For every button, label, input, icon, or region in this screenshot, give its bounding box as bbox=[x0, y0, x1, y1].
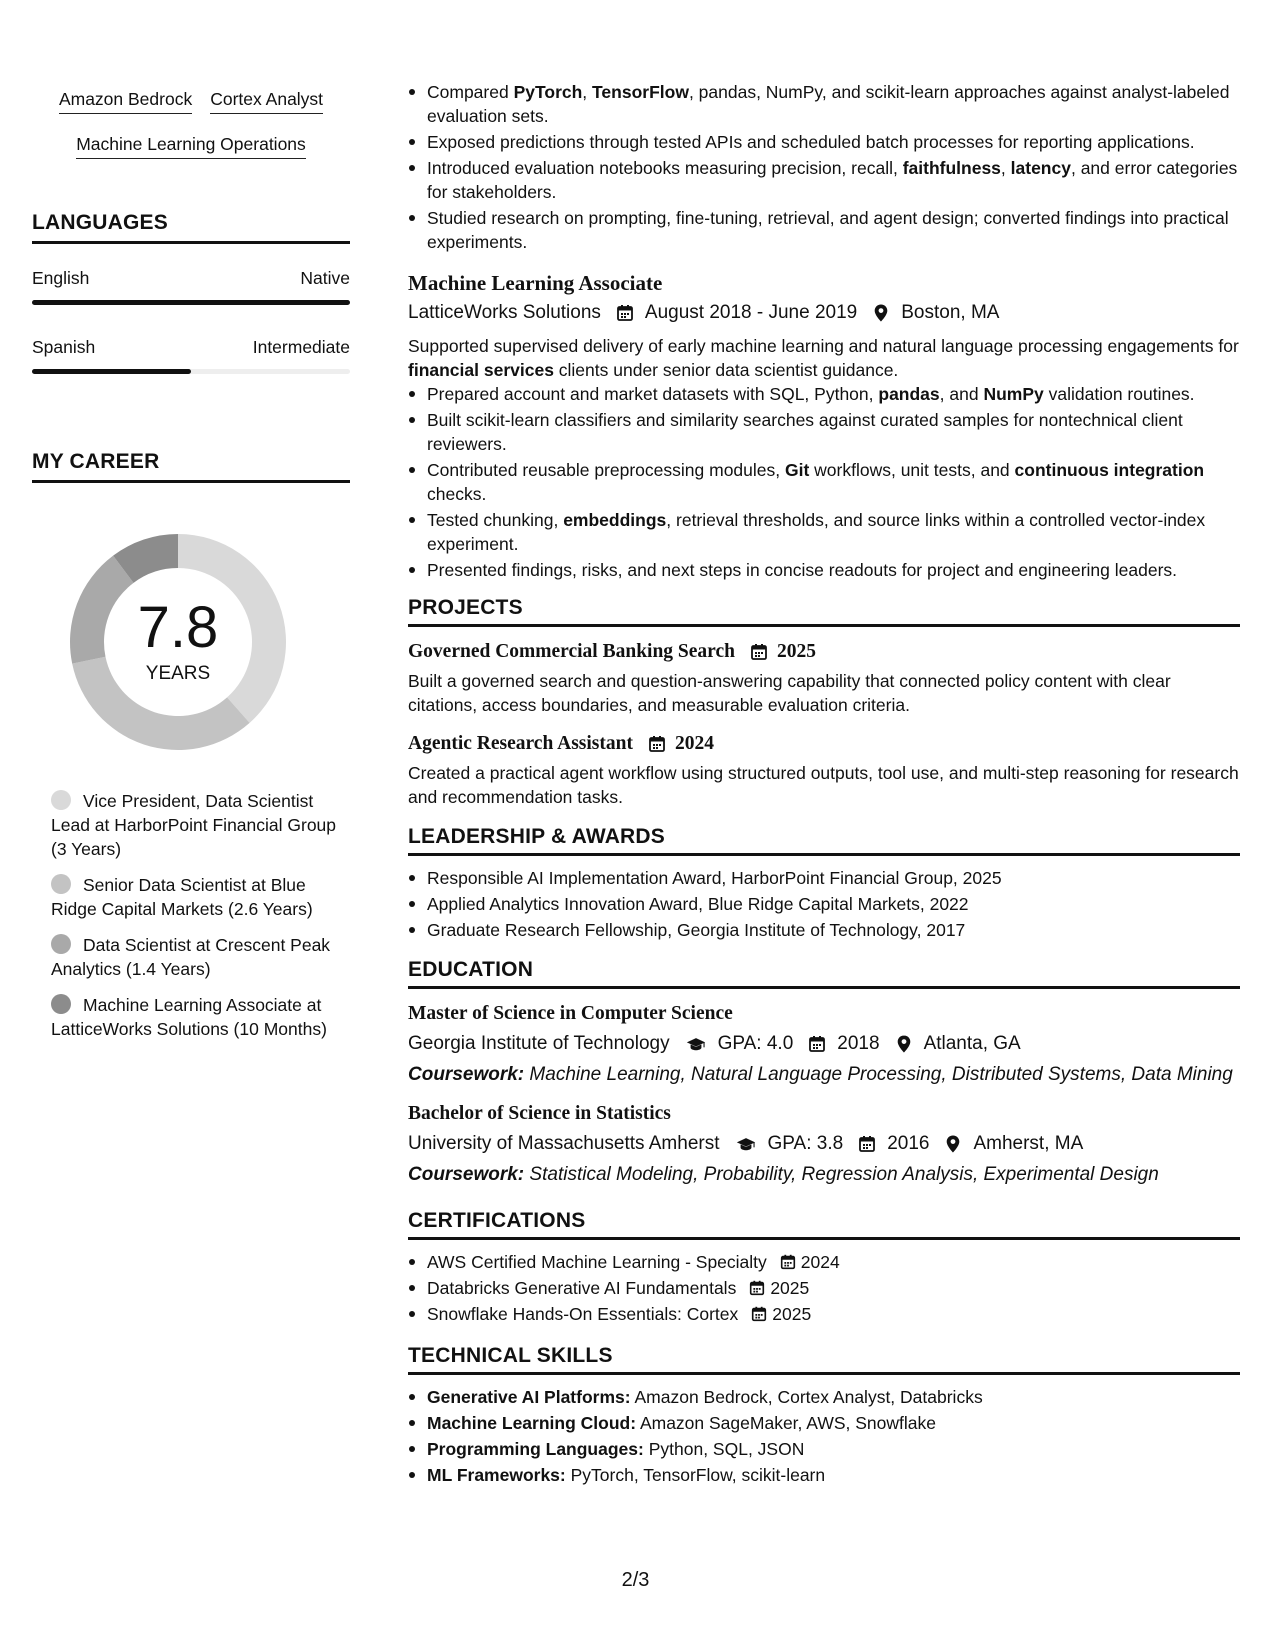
job-title: Machine Learning Associate bbox=[408, 271, 663, 295]
career-legend-item bbox=[51, 873, 341, 921]
job-bullet-emphasis: embeddings bbox=[563, 510, 667, 530]
graduation-year: 2016 bbox=[887, 1133, 930, 1154]
legend-dot-icon bbox=[51, 874, 71, 894]
job-bullet bbox=[408, 408, 1240, 456]
education-item bbox=[408, 1001, 1240, 1087]
school-name: University of Massachusetts Amherst bbox=[408, 1133, 720, 1154]
skill-tags-row bbox=[32, 133, 350, 159]
job-bullet-text: Prepared account and market datasets with SQL, Python, bbox=[427, 384, 879, 404]
projects-heading: PROJECTS bbox=[408, 596, 1240, 627]
school-name: Georgia Institute of Technology bbox=[408, 1033, 670, 1054]
career-donut-chart bbox=[66, 530, 290, 754]
experience-bullet bbox=[408, 156, 1240, 204]
career-legend-item bbox=[51, 933, 341, 981]
graduation-cap-icon bbox=[734, 1134, 758, 1154]
job-bullet bbox=[408, 382, 1240, 406]
job-bullet-text: Contributed reusable preprocessing modules, bbox=[427, 460, 785, 480]
job-bullet-text: Presented findings, risks, and next steps in concise readouts for project and engineering leaders. bbox=[427, 560, 1178, 580]
skill-item bbox=[408, 1411, 1240, 1435]
career-legend-item bbox=[51, 993, 341, 1041]
job-bullet-text: , retrieval thresholds, and source links within a controlled vector-index experiment. bbox=[427, 510, 1206, 554]
coursework bbox=[408, 1063, 1240, 1087]
language-item bbox=[32, 336, 350, 374]
certification-year: 2025 bbox=[772, 1304, 812, 1324]
job-bullet-emphasis: NumPy bbox=[983, 384, 1044, 404]
career-legend-label: Machine Learning Associate at LatticeWorks Solutions (10 Months) bbox=[51, 995, 327, 1039]
certifications-heading: CERTIFICATIONS bbox=[408, 1209, 1240, 1240]
skill-values: Amazon SageMaker, AWS, Snowflake bbox=[639, 1413, 936, 1433]
language-proficiency-fill bbox=[32, 300, 350, 305]
job-meta bbox=[408, 300, 1240, 326]
experience-bullet-text: , bbox=[1000, 158, 1011, 178]
calendar-icon bbox=[647, 734, 667, 754]
job-bullet-text: workflows, unit tests, and bbox=[809, 460, 1015, 480]
calendar-icon bbox=[750, 1305, 768, 1323]
job-summary bbox=[408, 334, 1240, 382]
language-name: English bbox=[32, 268, 90, 288]
coursework-text: Statistical Modeling, Probability, Regression Analysis, Experimental Design bbox=[529, 1164, 1159, 1185]
experience-bullet-text: , pandas, NumPy, and scikit-learn approaches against analyst-labeled evaluation sets. bbox=[427, 82, 1230, 126]
skill-category: ML Frameworks: bbox=[427, 1465, 566, 1485]
language-proficiency-bar bbox=[32, 369, 350, 374]
coursework bbox=[408, 1163, 1240, 1187]
coursework-label: Coursework: bbox=[408, 1164, 525, 1185]
job-bullet-emphasis: Git bbox=[784, 460, 810, 480]
job-dates: August 2018 - June 2019 bbox=[644, 302, 858, 323]
coursework-text: Machine Learning, Natural Language Processing, Distributed Systems, Data Mining bbox=[529, 1064, 1233, 1085]
career-heading: MY CAREER bbox=[32, 450, 350, 483]
degree-title: Bachelor of Science in Statistics bbox=[408, 1103, 671, 1124]
main-content bbox=[408, 80, 1240, 1489]
experience-bullet-text: Introduced evaluation notebooks measuring precision, recall, bbox=[427, 158, 903, 178]
experience-continued-bullets bbox=[408, 80, 1240, 254]
job-bullet bbox=[408, 558, 1240, 582]
leadership-item: Applied Analytics Innovation Award, Blue Ridge Capital Markets, 2022 bbox=[408, 892, 1240, 916]
gpa: GPA: 4.0 bbox=[717, 1033, 794, 1054]
skill-values: PyTorch, TensorFlow, scikit-learn bbox=[570, 1465, 826, 1485]
legend-dot-icon bbox=[51, 790, 71, 810]
calendar-icon bbox=[748, 1279, 766, 1297]
skill-tag: Machine Learning Operations bbox=[76, 133, 306, 159]
certification-name: AWS Certified Machine Learning - Specialty bbox=[427, 1252, 767, 1272]
experience-bullet-text: , and error categories for stakeholders. bbox=[427, 158, 1238, 202]
education-item bbox=[408, 1101, 1240, 1187]
coursework-label: Coursework: bbox=[408, 1064, 525, 1085]
career-years-value: 7.8 bbox=[137, 595, 219, 660]
leadership-item: Graduate Research Fellowship, Georgia Institute of Technology, 2017 bbox=[408, 918, 1240, 942]
leadership-list bbox=[408, 866, 1240, 942]
project-name: Governed Commercial Banking Search bbox=[408, 641, 735, 662]
page-number bbox=[0, 1569, 1275, 1592]
career-legend-label: Data Scientist at Crescent Peak Analytics (1.4 Years) bbox=[51, 935, 331, 979]
project-year: 2024 bbox=[674, 733, 714, 754]
projects-list bbox=[408, 639, 1240, 809]
location-pin-icon bbox=[943, 1134, 963, 1154]
skill-item bbox=[408, 1385, 1240, 1409]
job-bullet-emphasis: continuous integration bbox=[1014, 460, 1205, 480]
experience-bullet-emphasis: faithfulness bbox=[902, 158, 1001, 178]
job-bullet bbox=[408, 508, 1240, 556]
skill-tag: Cortex Analyst bbox=[210, 88, 323, 114]
skill-item bbox=[408, 1437, 1240, 1461]
experience-bullet-emphasis: latency bbox=[1010, 158, 1071, 178]
education-meta bbox=[408, 1031, 1240, 1057]
certification-item bbox=[408, 1276, 1240, 1300]
calendar-icon bbox=[857, 1134, 877, 1154]
legend-dot-icon bbox=[51, 994, 71, 1014]
language-name: Spanish bbox=[32, 337, 96, 357]
location-pin-icon bbox=[871, 303, 891, 323]
project-description: Built a governed search and question-answering capability that connected policy content with clear citations, access boundaries, and measurable evaluation criteria. bbox=[408, 671, 1171, 715]
certification-item bbox=[408, 1250, 1240, 1274]
school-location: Atlanta, GA bbox=[923, 1033, 1021, 1054]
calendar-icon bbox=[807, 1034, 827, 1054]
job-bullet-text: Tested chunking, bbox=[427, 510, 564, 530]
skills-heading: TECHNICAL SKILLS bbox=[408, 1344, 1240, 1375]
degree-title: Master of Science in Computer Science bbox=[408, 1003, 733, 1024]
skill-tag: Amazon Bedrock bbox=[59, 88, 192, 114]
career-legend-label: Senior Data Scientist at Blue Ridge Capital Markets (2.6 Years) bbox=[51, 875, 313, 919]
experience-bullet-text: Exposed predictions through tested APIs and scheduled batch processes for reporting applications. bbox=[427, 132, 1195, 152]
experience-bullet-text: , bbox=[582, 82, 593, 102]
job-bullet bbox=[408, 458, 1240, 506]
experience-bullet bbox=[408, 80, 1240, 128]
job-bullet-text: checks. bbox=[427, 484, 487, 504]
career-legend-label: Vice President, Data Scientist Lead at HarborPoint Financial Group (3 Years) bbox=[51, 791, 337, 859]
certification-year: 2025 bbox=[770, 1278, 810, 1298]
experience-bullet-emphasis: PyTorch bbox=[513, 82, 583, 102]
job-location: Boston, MA bbox=[901, 302, 1000, 323]
experience-bullet-text: Compared bbox=[427, 82, 514, 102]
job-bullet-text: validation routines. bbox=[1043, 384, 1195, 404]
project-year: 2025 bbox=[776, 641, 816, 662]
project-title bbox=[408, 731, 1240, 757]
page-number-text: 2/3 bbox=[621, 1569, 650, 1591]
certification-name: Snowflake Hands-On Essentials: Cortex bbox=[427, 1304, 739, 1324]
job-bullet-emphasis: pandas bbox=[878, 384, 940, 404]
experience-bullet-text: Studied research on prompting, fine-tuning, retrieval, and agent design; converted findings into practical experiments. bbox=[427, 208, 1229, 252]
project-description: Created a practical agent workflow using structured outputs, tool use, and multi-step reasoning for research and recommendation tasks. bbox=[408, 763, 1239, 807]
job-summary-text: clients under senior data scientist guidance. bbox=[553, 360, 899, 380]
school-location: Amherst, MA bbox=[973, 1133, 1084, 1154]
job-bullets bbox=[408, 382, 1240, 582]
certifications-list bbox=[408, 1250, 1240, 1326]
skill-tags-row bbox=[32, 88, 350, 114]
leadership-item: Responsible AI Implementation Award, HarborPoint Financial Group, 2025 bbox=[408, 866, 1240, 890]
job-summary-text: Supported supervised delivery of early machine learning and natural language processing engagements for bbox=[408, 336, 1239, 356]
skills-list bbox=[408, 1385, 1240, 1487]
project-title bbox=[408, 639, 1240, 665]
career-legend-item bbox=[51, 789, 341, 861]
job-company: LatticeWorks Solutions bbox=[408, 302, 601, 323]
calendar-icon bbox=[615, 303, 635, 323]
graduation-year: 2018 bbox=[837, 1033, 880, 1054]
skill-category: Machine Learning Cloud: bbox=[427, 1413, 637, 1433]
job-summary-emphasis: financial services bbox=[408, 360, 554, 380]
certification-year: 2024 bbox=[800, 1252, 840, 1272]
certification-item bbox=[408, 1302, 1240, 1326]
experience-bullet-emphasis: TensorFlow bbox=[592, 82, 689, 102]
language-level: Native bbox=[300, 268, 350, 288]
leadership-heading: LEADERSHIP & AWARDS bbox=[408, 825, 1240, 856]
language-proficiency-fill bbox=[32, 369, 191, 374]
career-years-label: YEARS bbox=[145, 663, 211, 684]
education-heading: EDUCATION bbox=[408, 958, 1240, 989]
job-bullet-text: , and bbox=[939, 384, 984, 404]
language-proficiency-bar bbox=[32, 300, 350, 305]
skill-category: Programming Languages: bbox=[427, 1439, 644, 1459]
legend-dot-icon bbox=[51, 934, 71, 954]
project-name: Agentic Research Assistant bbox=[408, 733, 633, 754]
education-list bbox=[408, 1001, 1240, 1187]
calendar-icon bbox=[779, 1253, 797, 1271]
career-total bbox=[66, 530, 290, 754]
experience-bullet bbox=[408, 206, 1240, 254]
gpa: GPA: 3.8 bbox=[767, 1133, 844, 1154]
skill-category: Generative AI Platforms: bbox=[427, 1387, 631, 1407]
language-level: Intermediate bbox=[252, 337, 350, 357]
languages-heading: LANGUAGES bbox=[32, 211, 350, 244]
skill-values: Python, SQL, JSON bbox=[648, 1439, 805, 1459]
experience-bullet bbox=[408, 130, 1240, 154]
job-bullet-text: Built scikit-learn classifiers and similarity searches against curated samples for nontechnical client reviewers. bbox=[427, 410, 1183, 454]
calendar-icon bbox=[749, 642, 769, 662]
location-pin-icon bbox=[894, 1034, 914, 1054]
language-item bbox=[32, 267, 350, 305]
career-legend bbox=[51, 789, 341, 1053]
skill-values: Amazon Bedrock, Cortex Analyst, Databricks bbox=[634, 1387, 983, 1407]
skill-item bbox=[408, 1463, 1240, 1487]
education-meta bbox=[408, 1131, 1240, 1157]
certification-name: Databricks Generative AI Fundamentals bbox=[427, 1278, 737, 1298]
graduation-cap-icon bbox=[684, 1034, 708, 1054]
